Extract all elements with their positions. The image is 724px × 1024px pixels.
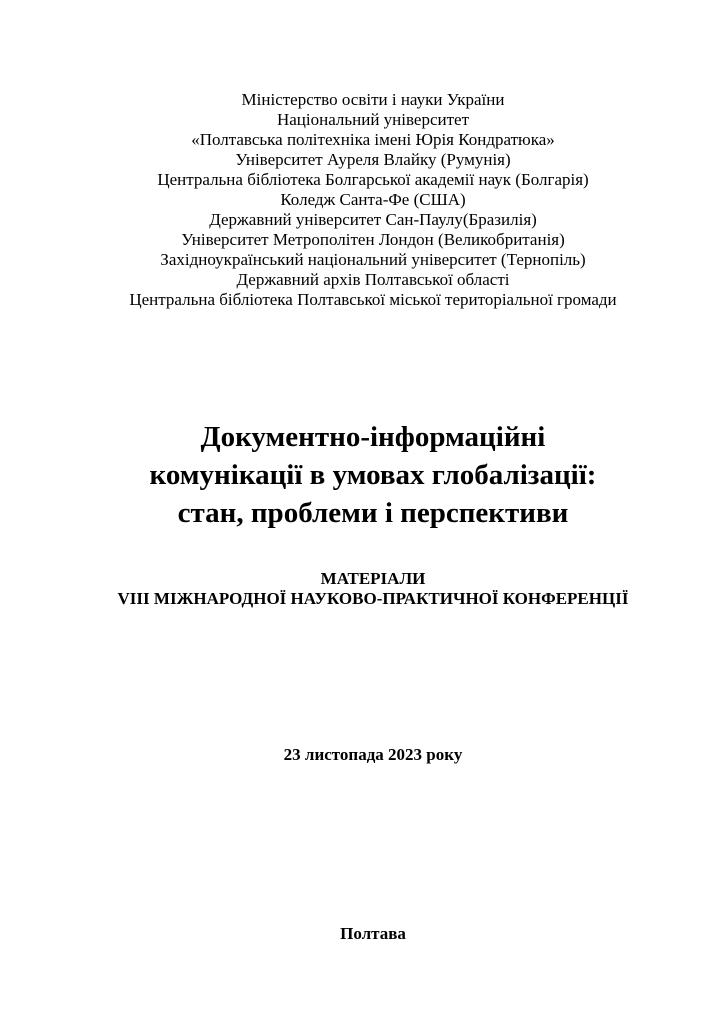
organization-line: Національний університет	[276, 110, 470, 129]
publication-city: Полтава	[340, 924, 406, 943]
organization-line: «Полтавська політехніка імені Юрія Кондратюка»	[191, 130, 555, 149]
proceedings-subtitle-line: МАТЕРІАЛИ	[320, 569, 426, 588]
organization-line: Коледж Санта-Фе (США)	[280, 190, 466, 209]
organizations-list	[22, 90, 724, 310]
organization-line: Університет Ауреля Влайку (Румунія)	[235, 150, 511, 169]
organization-line: Університет Метрополітен Лондон (Великобританія)	[181, 230, 565, 249]
organization-line: Центральна бібліотека Болгарської академії наук (Болгарія)	[157, 170, 589, 189]
conference-title-line: стан, проблеми і перспективи	[177, 497, 569, 529]
proceedings-subtitle-line: VIII МІЖНАРОДНОЇ НАУКОВО-ПРАКТИЧНОЇ КОНФЕРЕНЦІЇ	[117, 589, 629, 608]
conference-title	[22, 418, 724, 532]
proceedings-subtitle	[22, 569, 724, 609]
organization-line: Центральна бібліотека Полтавської міської територіальної громади	[129, 290, 617, 309]
organization-line: Державний університет Сан-Паулу(Бразилія)	[209, 210, 537, 229]
conference-title-line: Документно-інформаційні	[200, 421, 546, 453]
organization-line: Державний архів Полтавської області	[236, 270, 510, 289]
organization-line: Міністерство освіти і науки України	[241, 90, 505, 109]
conference-title-line: комунікації в умовах глобалізації:	[149, 459, 597, 491]
organization-line: Західноукраїнський національний університет (Тернопіль)	[160, 250, 586, 269]
conference-date: 23 листопада 2023 року	[283, 745, 463, 764]
